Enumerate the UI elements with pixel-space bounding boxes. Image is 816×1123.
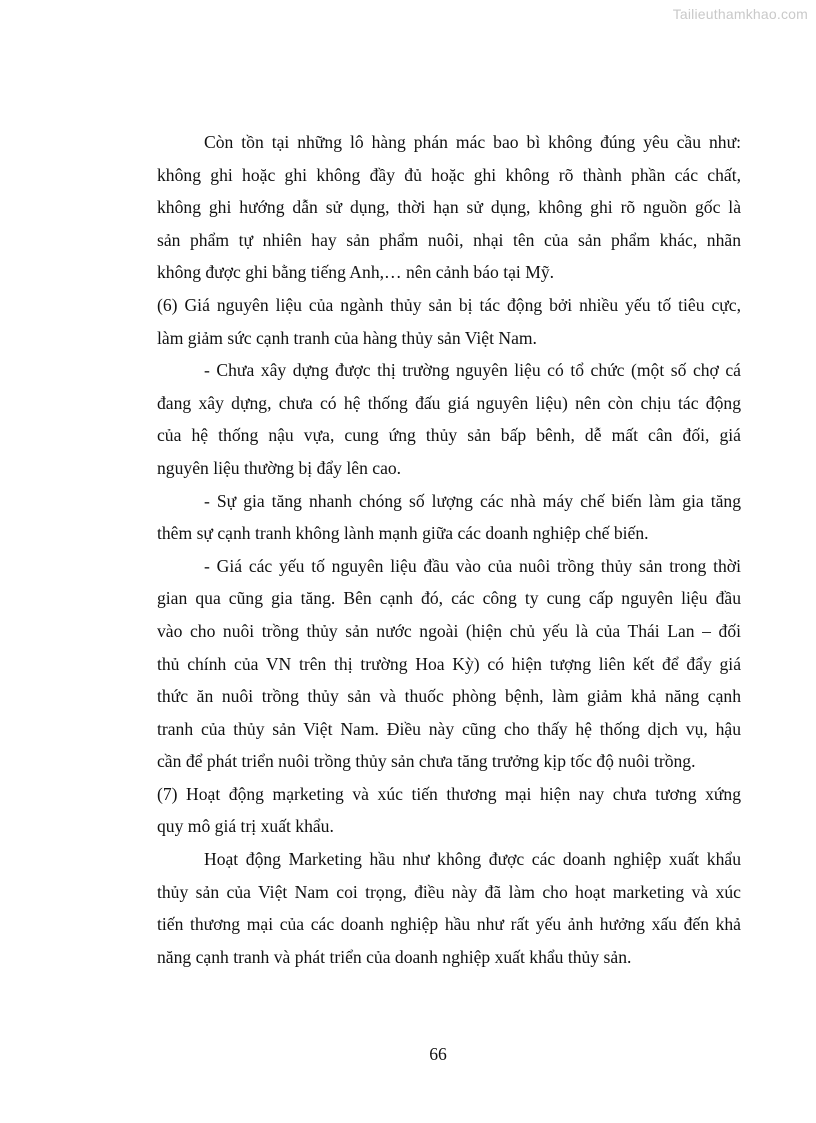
text-line: thức ăn nuôi trồng thủy sản và thuốc phòng bệnh, làm giảm khả năng cạnh	[157, 686, 741, 707]
paragraph	[157, 778, 741, 843]
text-line: của hệ thống nậu vựa, cung ứng thủy sản bấp bênh, dễ mất cân đối, giá	[157, 425, 741, 446]
text-line: - Sự gia tăng nhanh chóng số lượng các nhà máy chế biến làm gia tăng	[204, 490, 741, 511]
text-line: sản phẩm tự nhiên hay sản phẩm nuôi, nhại tên của sản phẩm khác, nhãn	[157, 229, 741, 250]
text-line: Còn tồn tại những lô hàng phán mác bao bì không đúng yêu cầu như:	[204, 132, 741, 152]
page-number: 66	[429, 1044, 447, 1064]
text-line: quy mô giá trị xuất khẩu.	[157, 816, 334, 837]
paragraph	[157, 289, 741, 354]
text-line: - Giá các yếu tố nguyên liệu đầu vào của nuôi trồng thủy sản trong thời	[204, 555, 741, 576]
text-line: gian qua cũng gia tăng. Bên cạnh đó, các công ty cung cấp nguyên liệu đầu	[157, 588, 741, 609]
text-line: tiến thương mại của các doanh nghiệp hầu như rất yếu ảnh hưởng xấu đến khả	[157, 914, 741, 935]
text-line: thủy sản của Việt Nam coi trọng, điều này đã làm cho hoạt marketing và xúc	[157, 881, 741, 902]
text-line: Hoạt động Marketing hầu như không được các doanh nghiệp xuất khẩu	[204, 849, 741, 870]
text-line: nguyên liệu thường bị đẩy lên cao.	[157, 457, 402, 478]
text-line: không ghi hoặc ghi không đầy đủ hoặc ghi không rõ thành phần các chất,	[157, 164, 741, 185]
text-line: cần để phát triển nuôi trồng thủy sản chưa tăng trưởng kịp tốc độ nuôi trồng.	[157, 751, 696, 772]
text-line: không ghi hướng dẫn sử dụng, thời hạn sử dụng, không ghi rõ nguồn gốc là	[157, 197, 741, 218]
text-line: năng cạnh tranh và phát triển của doanh nghiệp xuất khẩu thủy sản.	[157, 946, 632, 967]
text-line: - Chưa xây dựng được thị trường nguyên liệu có tổ chức (một số chợ cá	[204, 360, 741, 381]
text-line: đang xây dựng, chưa có hệ thống đấu giá nguyên liệu) nên còn chịu tác động	[157, 392, 741, 413]
paragraph	[157, 485, 741, 550]
paragraph	[157, 843, 741, 973]
text-line: tranh của thủy sản Việt Nam. Điều này cũng cho thấy hệ thống dịch vụ, hậu	[157, 718, 741, 739]
paragraph	[157, 126, 741, 289]
text-line: (7) Hoạt động mạrketing và xúc tiến thương mại hiện nay chưa tương xứng	[157, 783, 741, 804]
text-line: thêm sự cạnh tranh không lành mạnh giữa các doanh nghiệp chế biến.	[157, 523, 649, 544]
text-line: thủ chính của VN trên thị trường Hoa Kỳ) có hiện tượng liên kết để đẩy giá	[157, 653, 741, 674]
text-line: vào cho nuôi trồng thủy sản nước ngoài (hiện chủ yếu là của Thái Lan – đối	[157, 620, 741, 641]
text-line: làm giảm sức cạnh tranh của hàng thủy sản Việt Nam.	[157, 327, 537, 348]
paragraph	[157, 550, 741, 778]
document-body	[157, 126, 741, 973]
watermark-text: Tailieuthamkhao.com	[672, 6, 808, 22]
paragraph	[157, 354, 741, 484]
text-line: không được ghi bằng tiếng Anh,… nên cảnh báo tại Mỹ.	[157, 262, 555, 283]
text-line: (6) Giá nguyên liệu của ngành thủy sản bị tác động bởi nhiều yếu tố tiêu cực,	[157, 294, 741, 315]
